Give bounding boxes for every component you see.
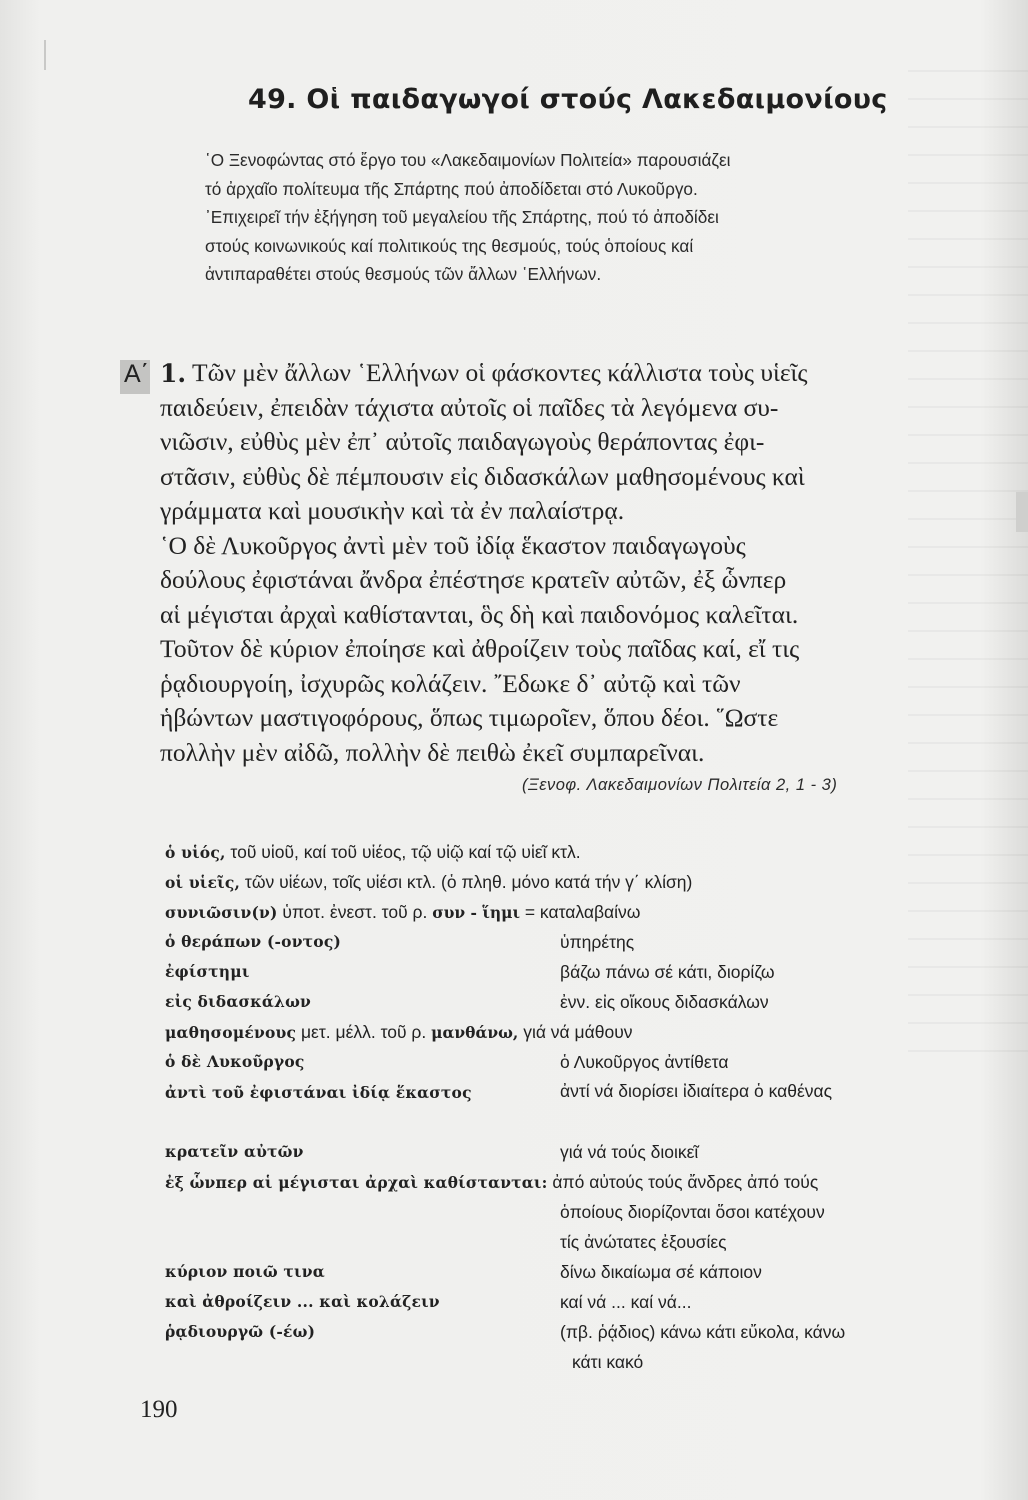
vocab-gloss: καί νά ... καί νά... xyxy=(560,1292,692,1312)
vocab-term: μαθησομένους xyxy=(165,1023,297,1042)
text-line: παιδεύειν, ἐπειδὰν τάχιστα αὐτοῖς οἱ παῖδες τὰ λεγόμενα συ- xyxy=(160,392,779,422)
text-line: γράμματα καὶ μουσικὴν καὶ τὰ ἐν παλαίστρᾳ. xyxy=(160,496,625,525)
vocab-gloss: (πβ. ῥᾴδιος) κάνω κάτι εὔκολα, κάνω xyxy=(560,1322,846,1342)
paragraph-number: 1. xyxy=(160,359,187,388)
ancient-text xyxy=(160,356,990,770)
vocab-term: ῥᾳδιουργῶ (-έω) xyxy=(165,1322,316,1341)
vocab-gloss: ὁ Λυκοῦργος ἀντίθετα xyxy=(560,1052,729,1072)
vocab-gloss: γιά νά μάθουν xyxy=(518,1022,633,1042)
vocab-gloss: ὑπηρέτης xyxy=(560,932,635,952)
vocab-row xyxy=(165,1172,818,1193)
vocab-term: καὶ ἀθροίζειν ... καὶ κολάζειν xyxy=(165,1292,440,1311)
text-line: αἱ μέγισται ἀρχαὶ καθίστανται, ὃς δὴ καὶ παιδονόμος καλεῖται. xyxy=(160,599,799,629)
section-badge xyxy=(120,360,150,394)
vocab-term: ἀντὶ τοῦ ἐφιστάναι ἰδίᾳ ἕκαστος xyxy=(165,1083,472,1102)
vocab-gloss: τῶν υἱέων, τοῖς υἱέσι κτλ. (ὁ πληθ. μόνο κατά τήν γ΄ κλίση) xyxy=(240,872,693,892)
intro-line: τό ἀρχαῖο πολίτευμα τῆς Σπάρτης πού ἀποδίδεται στό Λυκοῦργο. xyxy=(205,178,698,199)
text-line: Τῶν μὲν ἄλλων ῾Ελλήνων οἱ φάσκοντες κάλλιστα τοὺς υἱεῖς xyxy=(192,358,808,387)
text-line: στᾶσιν, εὐθὺς δὲ πέμπουσιν εἰς διδασκάλων μαθησομένους καὶ xyxy=(160,461,805,491)
vocab-gloss: ἐνν. εἰς οἴκους διδασκάλων xyxy=(560,992,769,1012)
vocab-term: ὁ υἱός, xyxy=(165,843,226,862)
vocab-gloss: ἀπό αὐτούς τούς ἄνδρες ἀπό τούς xyxy=(547,1172,819,1192)
vocab-term: ὁ θεράπων (-οντος) xyxy=(165,932,341,951)
intro-paragraph xyxy=(205,146,965,289)
vocab-gloss: μετ. μέλλ. τοῦ ρ. xyxy=(296,1022,432,1042)
text-line: νιῶσιν, εὐθὺς μὲν ἐπ᾿ αὐτοῖς παιδαγωγοὺς θεράποντας ἐφι- xyxy=(160,427,765,456)
vocab-term: κύριον ποιῶ τινα xyxy=(165,1262,325,1281)
text-line: πολλὴν μὲν αἰδῶ, πολλὴν δὲ πειθὼ ἐκεῖ συμπαρεῖναι. xyxy=(160,737,705,767)
vocab-term: ὁ δὲ Λυκοῦργος xyxy=(165,1052,305,1071)
vocab-gloss: τίς ἀνώτατες ἐξουσίες xyxy=(560,1232,727,1252)
vocab-term: οἱ υἱεῖς, xyxy=(165,873,241,892)
vocab-term: κρατεῖν αὐτῶν xyxy=(165,1142,304,1161)
vocab-gloss: βάζω πάνω σέ κάτι, διορίζω xyxy=(560,962,775,982)
vocab-term: συν - ἵημι xyxy=(432,903,520,922)
vocab-term: συνιῶσιν(ν) xyxy=(165,903,278,922)
vocab-term: ἐφίστημι xyxy=(165,962,250,981)
vocab-gloss: ὁποίους διορίζονται ὅσοι κατέχουν xyxy=(560,1202,825,1222)
vocab-row xyxy=(165,842,581,863)
text-line: Τοῦτον δὲ κύριον ἐποίησε καὶ ἀθροίζειν τοὺς παῖδας καί, εἴ τις xyxy=(160,634,800,663)
page-number: 190 xyxy=(140,1396,178,1423)
text-line: ῥᾳδιουργοίη, ἰσχυρῶς κολάζειν. ῎Εδωκε δ᾿ αὐτῷ καὶ τῶν xyxy=(160,668,741,698)
chapter-title: 49. Οἱ παιδαγωγοί στούς Λακεδαιμονίους xyxy=(248,84,888,115)
vocab-term: ἐξ ὧνπερ αἱ μέγισται ἀρχαὶ καθίστανται: xyxy=(165,1173,548,1192)
intro-line: στούς κοινωνικούς καί πολιτικούς της θεσμούς, τούς ὁποίους καί xyxy=(205,235,694,256)
scan-mark xyxy=(44,40,46,70)
vocab-gloss: γιά νά τούς διοικεῖ xyxy=(560,1142,699,1162)
intro-line: ᾿Επιχειρεῖ τήν ἐξήγηση τοῦ μεγαλείου τῆς Σπάρτης, πού τό ἀποδίδει xyxy=(205,207,719,227)
text-line: ῾Ο δὲ Λυκοῦργος ἀντὶ μὲν τοῦ ἰδίᾳ ἕκαστον παιδαγωγοὺς xyxy=(160,530,746,560)
vocab-gloss: κάτι κακό xyxy=(572,1352,644,1372)
vocab-row xyxy=(165,872,692,893)
text-line: ἡβώντων μαστιγοφόρους, ὅπως τιμωροῖεν, ὅπου δέοι. ῞Ωστε xyxy=(160,703,779,732)
vocab-gloss: ὑποτ. ἐνεστ. τοῦ ρ. xyxy=(277,902,433,922)
vocab-row xyxy=(165,902,640,923)
intro-line: ῾Ο Ξενοφώντας στό ἔργο του «Λακεδαιμονίων Πολιτεία» παρουσιάζει xyxy=(205,150,731,170)
page-edge-tab xyxy=(1016,492,1028,532)
source-citation: (Ξενοφ. Λακεδαιμονίων Πολιτεία 2, 1 - 3) xyxy=(522,776,838,794)
intro-line: ἀντιπαραθέτει στούς θεσμούς τῶν ἄλλων ῾Ελλήνων. xyxy=(205,264,602,284)
vocab-term: μανθάνω, xyxy=(431,1023,519,1042)
vocab-term: εἰς διδασκάλων xyxy=(165,992,312,1011)
text-line: δούλους ἐφιστάναι ἄνδρα ἐπέστησε κρατεῖν αὐτῶν, ἐξ ὧνπερ xyxy=(160,565,787,594)
vocab-gloss: τοῦ υἱοῦ, καί τοῦ υἱέος, τῷ υἱῷ καί τῷ υἱεῖ κτλ. xyxy=(225,842,581,862)
section-badge-label: Α΄ xyxy=(124,360,149,388)
vocab-gloss: ἀντί νά διορίσει ἰδιαίτερα ὁ καθένας xyxy=(560,1081,833,1101)
vocab-row xyxy=(165,1022,633,1043)
vocab-gloss: = καταλαβαίνω xyxy=(519,902,641,922)
vocab-gloss: δίνω δικαίωμα σέ κάποιον xyxy=(560,1262,762,1282)
